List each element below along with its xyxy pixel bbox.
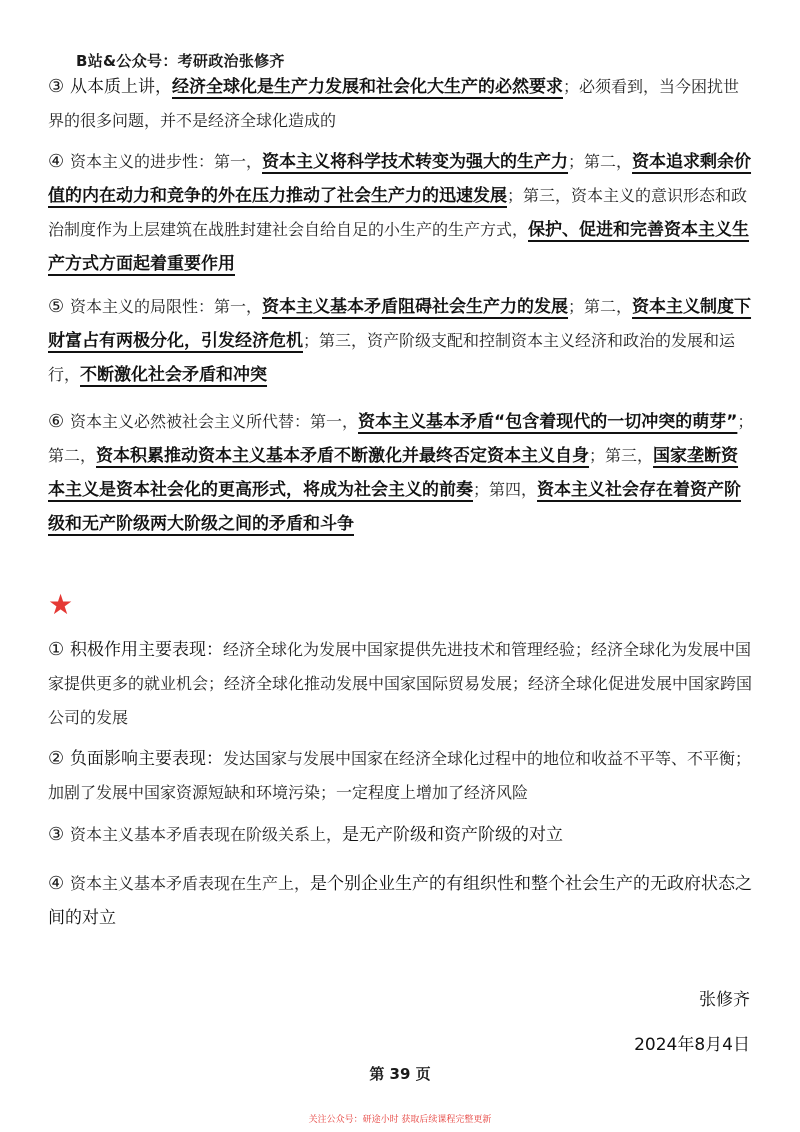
item-number: ③ [48,76,65,97]
signature-date: 2024年8月4日 [634,1035,750,1055]
item-text: 资本主义的进步性：第一， [70,152,263,171]
page-header: B站&公众号：考研政治张修齐 [76,52,285,70]
key-point: 资本主义将科学技术转变为强大的生产力 [262,152,569,172]
item-text: ；第二， [48,412,754,465]
item-text: ；必须看到，当今困扰世界的很多问题，并不是经济全球化造成的 [48,77,740,130]
item-number: ③ [48,824,65,845]
page-number: 第 39 页 [369,1065,431,1083]
key-point: 资本积累推动资本主义基本矛盾不断激化并最终否定资本主义自身 [96,446,590,466]
item-number: ④ [48,873,65,894]
key-point: 不断激化社会矛盾和冲突 [80,365,268,385]
item-3-class-relation [48,818,754,852]
item-5-limitations [48,290,754,392]
item-4-production [48,867,754,935]
item-2-negative [48,742,754,810]
item-text: ；第四， [473,480,538,499]
item-text: ；第二， [568,297,633,316]
key-point: 资本追求剩余价值的内在动力和竞争的外在压力推动了社会生产力的迅速发展 [48,152,752,206]
item-text: 是个别企业生产的有组织性和整个社会生产的无政府状态之间的对立 [48,874,753,928]
item-text: 积极作用主要表现： [70,640,223,660]
item-text: 资本主义的局限性：第一， [70,297,263,316]
author-signature: 张修齐 [699,990,750,1010]
footer-watermark: 关注公众号：研途小时 获取后续课程完整更新 [308,1115,492,1125]
star-icon: ★ [48,588,74,621]
item-text: 是无产阶级和资产阶级的对立 [342,825,564,845]
key-point: 保护、促进和完善资本主义生产方式方面起着重要作用 [48,220,750,274]
item-text: 资本主义基本矛盾表现在阶级关系上， [70,825,343,844]
key-point: 国家垄断资本主义是资本社会化的更高形式，将成为社会主义的前奏 [48,446,739,500]
item-number: ⑥ [48,411,65,432]
item-text: 负面影响主要表现： [70,749,223,769]
item-text: 从本质上讲， [70,77,172,97]
key-point: 资本主义基本矛盾阻碍社会生产力的发展 [262,297,569,317]
item-text: 发达国家与发展中国家在经济全球化过程中的地位和收益不平等、不平衡；加剧了发展中国家资源短缺和环境污染；一定程度上增加了经济风险 [48,749,752,802]
item-4-progressiveness [48,145,754,281]
item-1-positive [48,633,754,735]
item-6-replacement [48,405,754,541]
key-point: 资本主义制度下财富占有两极分化，引发经济危机 [48,297,752,351]
key-point: 资本主义社会存在着资产阶级和无产阶级两大阶级之间的矛盾和斗争 [48,480,742,534]
item-number: ② [48,748,65,769]
key-point: 经济全球化是生产力发展和社会化大生产的必然要求 [172,77,563,97]
item-text: ；第三，资本主义的意识形态和政治制度作为上层建筑在战胜封建社会自给自足的小生产的生产方式， [48,186,748,239]
item-text: 资本主义基本矛盾表现在生产上， [70,874,311,893]
item-number: ① [48,639,65,660]
item-number: ④ [48,151,65,172]
item-text: ；第二， [568,152,633,171]
item-text: ；第三，资产阶级支配和控制资本主义经济和政治的发展和运行， [48,331,736,384]
item-text: 经济全球化为发展中国家提供先进技术和管理经验；经济全球化为发展中国家提供更多的就业机会；经济全球化推动发展中国家国际贸易发展；经济全球化促进发展中国家跨国公司的发展 [48,640,753,727]
item-text: ；第三， [589,446,654,465]
item-number: ⑤ [48,296,65,317]
item-3-essence [48,70,754,138]
key-point: 资本主义基本矛盾“包含着现代的一切冲突的萌芽” [358,412,738,432]
item-text: 资本主义必然被社会主义所代替：第一， [70,412,359,431]
